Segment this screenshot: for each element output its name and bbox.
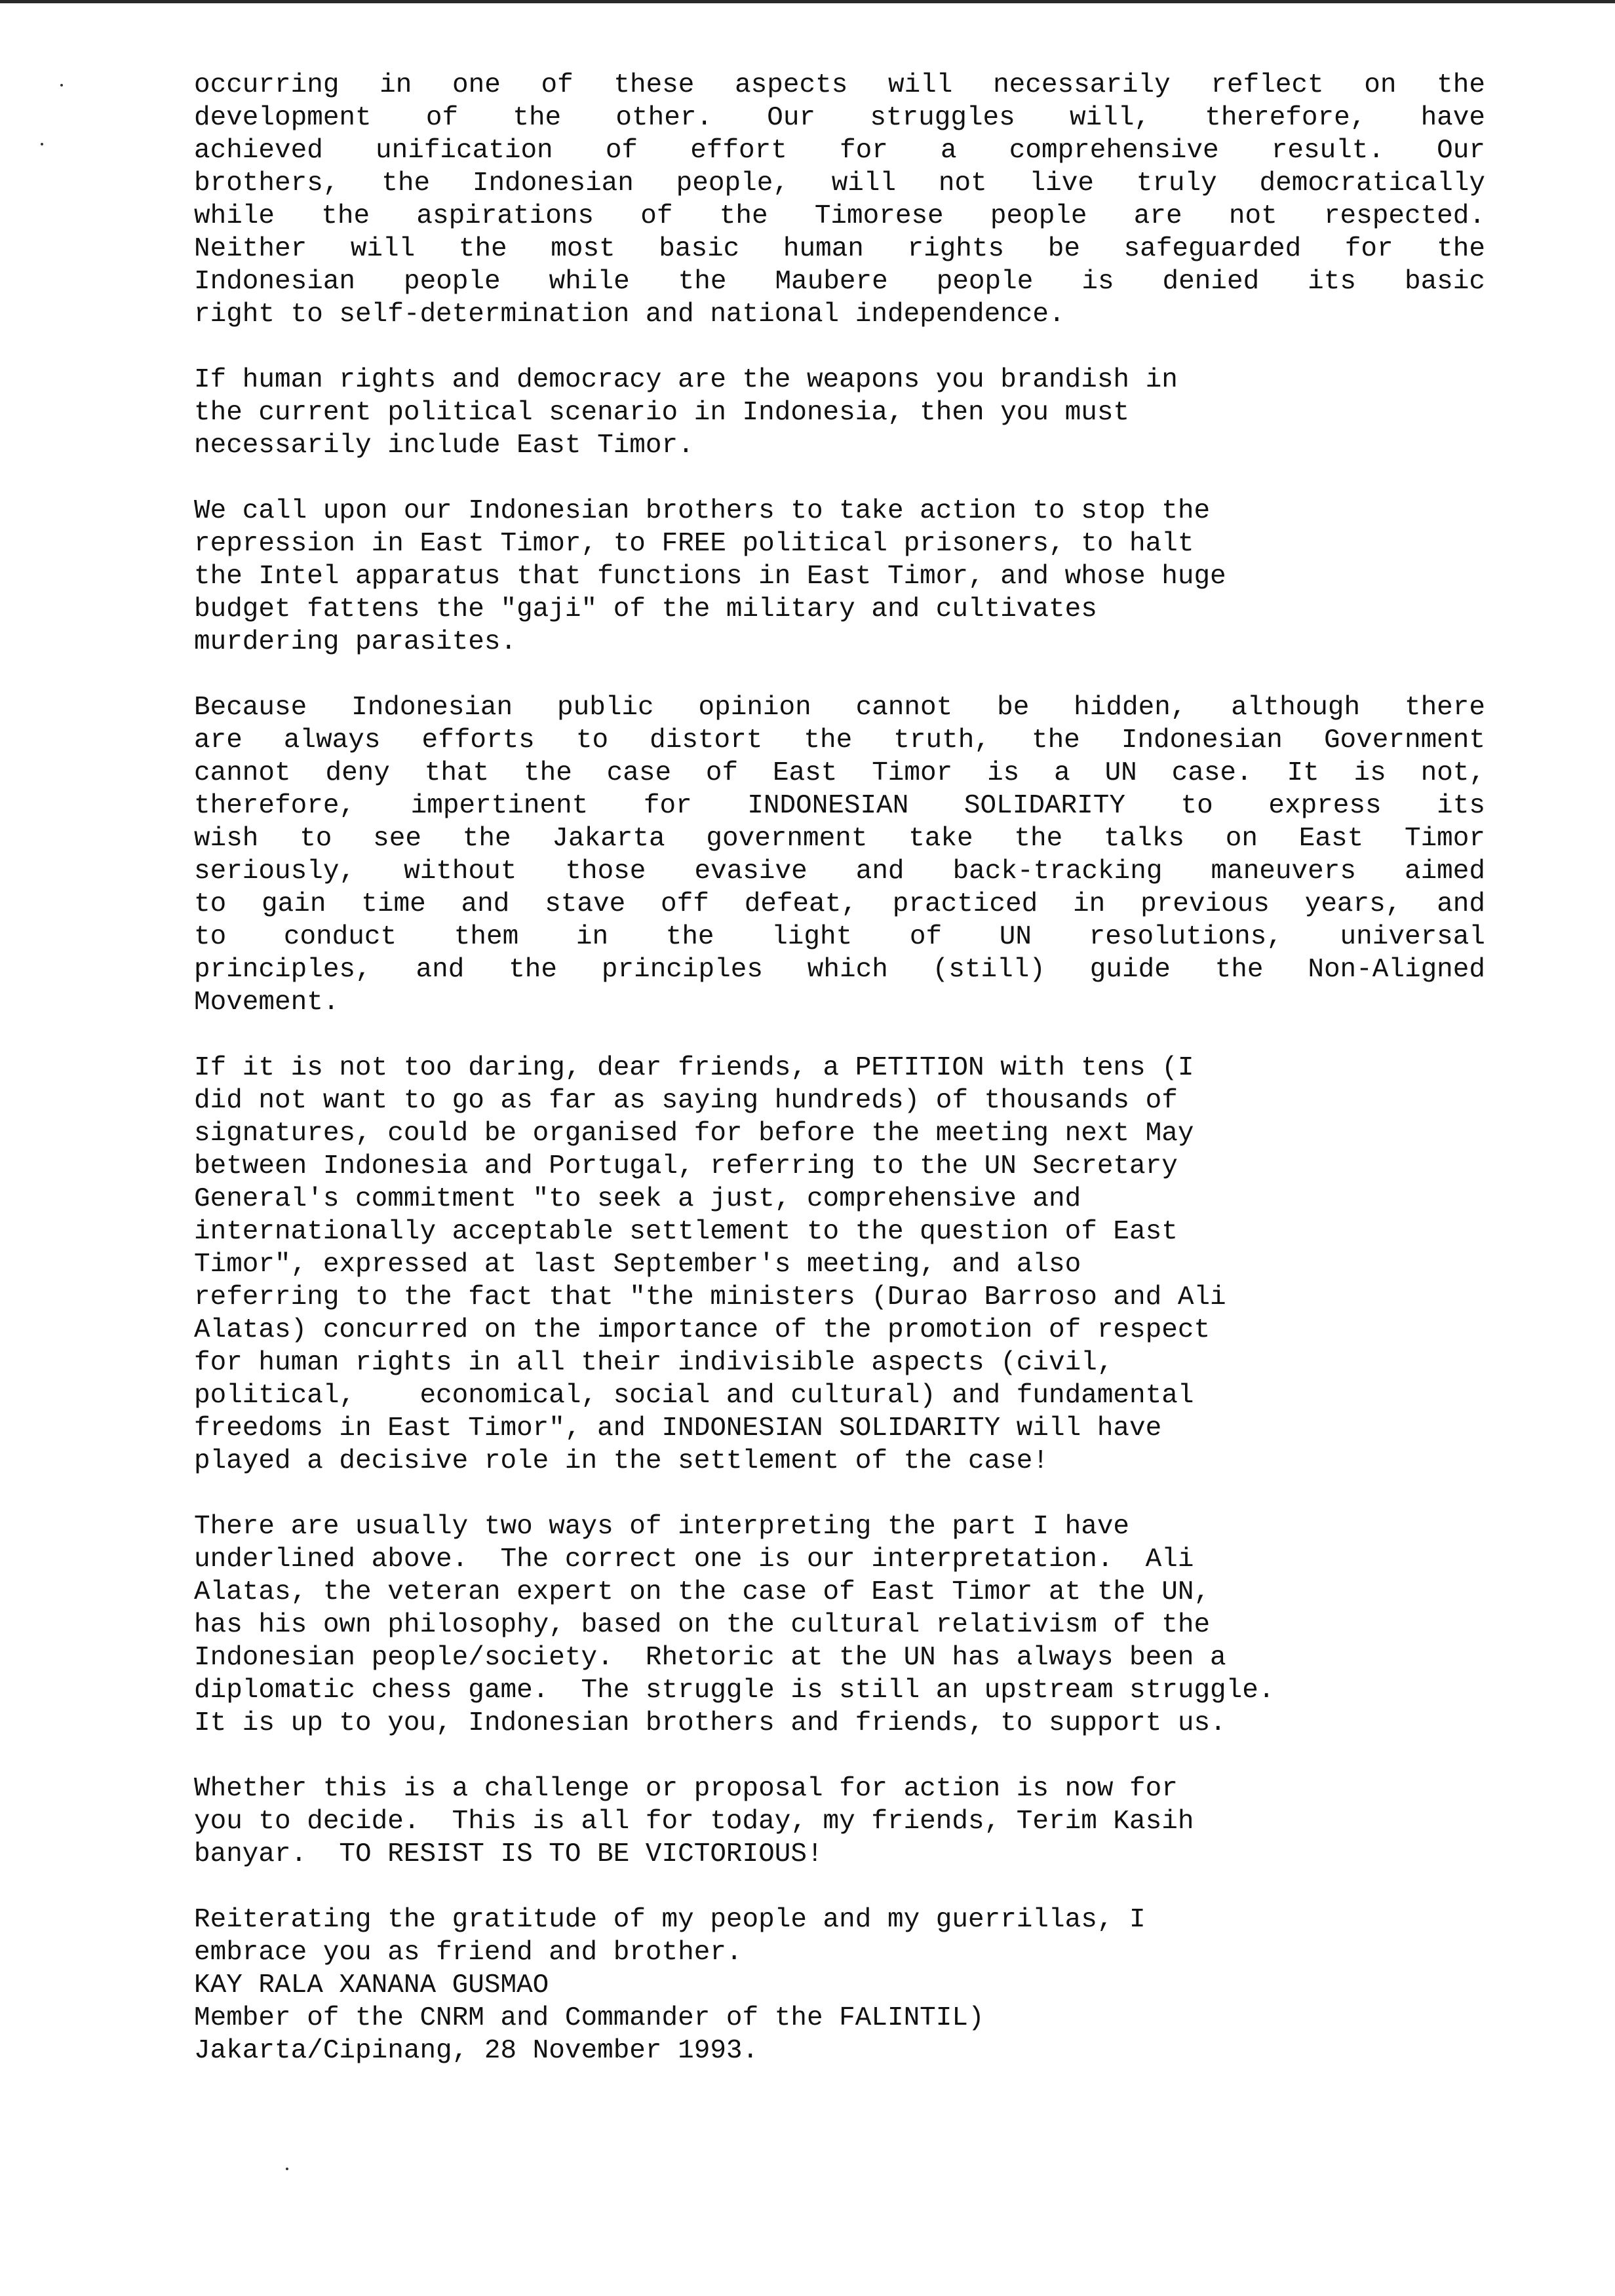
paragraph-3 bbox=[194, 495, 1485, 659]
text-line: murdering parasites. bbox=[194, 627, 517, 657]
text-line: the current political scenario in Indonesia, then you must bbox=[194, 398, 1130, 428]
text-line: budget fattens the "gaji" of the military and cultivates bbox=[194, 594, 1097, 624]
top-scan-edge bbox=[0, 0, 1615, 3]
scan-speck bbox=[41, 143, 43, 145]
text-line: to gain time and stave off defeat, practiced in previous years, and bbox=[194, 889, 1485, 919]
text-line: development of the other. Our struggles will, therefore, have bbox=[194, 103, 1485, 133]
text-line: internationally acceptable settlement to the question of East bbox=[194, 1217, 1178, 1247]
text-line: Whether this is a challenge or proposal for action is now for bbox=[194, 1774, 1178, 1804]
place-and-date: Jakarta/Cipinang, 28 November 1993. bbox=[194, 2036, 759, 2066]
text-line: between Indonesia and Portugal, referring to the UN Secretary bbox=[194, 1151, 1178, 1181]
text-line: We call upon our Indonesian brothers to take action to stop the bbox=[194, 496, 1211, 526]
text-line: Movement. bbox=[194, 987, 340, 1018]
text-line: Indonesian people/society. Rhetoric at the UN has always been a bbox=[194, 1643, 1226, 1673]
text-line: If it is not too daring, dear friends, a PETITION with tens (I bbox=[194, 1053, 1194, 1083]
closing-line: Reiterating the gratitude of my people and my guerrillas, I bbox=[194, 1905, 1146, 1935]
text-line: Because Indonesian public opinion cannot be hidden, although there bbox=[194, 693, 1485, 723]
paragraph-6 bbox=[194, 1510, 1485, 1740]
text-line: Indonesian people while the Maubere people is denied its basic bbox=[194, 267, 1485, 297]
paragraph-5 bbox=[194, 1052, 1485, 1478]
text-line: If human rights and democracy are the weapons you brandish in bbox=[194, 365, 1178, 395]
signatory-title: Member of the CNRM and Commander of the FALINTIL) bbox=[194, 2003, 984, 2033]
text-line: principles, and the principles which (still) guide the Non-Aligned bbox=[194, 955, 1485, 985]
text-line: seriously, without those evasive and back-tracking maneuvers aimed bbox=[194, 856, 1485, 887]
text-line: are always efforts to distort the truth, the Indonesian Government bbox=[194, 725, 1485, 756]
text-line: while the aspirations of the Timorese people are not respected. bbox=[194, 201, 1485, 231]
text-line: for human rights in all their indivisible aspects (civil, bbox=[194, 1348, 1114, 1378]
text-line: therefore, impertinent for INDONESIAN SOLIDARITY to express its bbox=[194, 791, 1485, 821]
text-line: right to self-determination and national independence. bbox=[194, 299, 1065, 330]
text-line: cannot deny that the case of East Timor is a UN case. It is not, bbox=[194, 758, 1485, 788]
text-line: It is up to you, Indonesian brothers and friends, to support us. bbox=[194, 1708, 1226, 1738]
paragraph-2 bbox=[194, 364, 1485, 462]
paragraph-1 bbox=[194, 69, 1485, 331]
text-line: Alatas) concurred on the importance of the promotion of respect bbox=[194, 1315, 1211, 1345]
text-line: has his own philosophy, based on the cultural relativism of the bbox=[194, 1610, 1211, 1640]
text-line: General's commitment "to seek a just, comprehensive and bbox=[194, 1184, 1081, 1214]
text-line: diplomatic chess game. The struggle is still an upstream struggle. bbox=[194, 1675, 1275, 1706]
text-line: brothers, the Indonesian people, will not live truly democratically bbox=[194, 168, 1485, 199]
text-line: signatures, could be organised for before the meeting next May bbox=[194, 1119, 1194, 1149]
signatory-name: KAY RALA XANANA GUSMAO bbox=[194, 1970, 549, 2000]
text-line: occurring in one of these aspects will necessarily reflect on the bbox=[194, 70, 1485, 100]
text-line: There are usually two ways of interpreting the part I have bbox=[194, 1512, 1130, 1542]
text-line: referring to the fact that "the ministers (Durao Barroso and Ali bbox=[194, 1282, 1226, 1312]
scan-speck bbox=[60, 84, 63, 86]
scan-speck bbox=[286, 2168, 288, 2170]
text-line: to conduct them in the light of UN resolutions, universal bbox=[194, 922, 1485, 952]
closing-line: embrace you as friend and brother. bbox=[194, 1938, 743, 1968]
text-line: wish to see the Jakarta government take the talks on East Timor bbox=[194, 824, 1485, 854]
text-line: freedoms in East Timor", and INDONESIAN SOLIDARITY will have bbox=[194, 1413, 1162, 1444]
text-line: Alatas, the veteran expert on the case of East Timor at the UN, bbox=[194, 1577, 1211, 1607]
text-line: underlined above. The correct one is our interpretation. Ali bbox=[194, 1544, 1194, 1575]
closing-and-signature bbox=[194, 1904, 1485, 2067]
text-line: banyar. TO RESIST IS TO BE VICTORIOUS! bbox=[194, 1839, 823, 1869]
text-line: played a decisive role in the settlement of the case! bbox=[194, 1446, 1049, 1476]
letter-body bbox=[194, 69, 1485, 2067]
paragraph-4 bbox=[194, 691, 1485, 1019]
paragraph-7 bbox=[194, 1772, 1485, 1871]
text-line: political, economical, social and cultural) and fundamental bbox=[194, 1381, 1194, 1411]
text-line: the Intel apparatus that functions in East Timor, and whose huge bbox=[194, 562, 1226, 592]
text-line: Timor", expressed at last September's meeting, and also bbox=[194, 1250, 1081, 1280]
text-line: Neither will the most basic human rights be safeguarded for the bbox=[194, 234, 1485, 264]
text-line: achieved unification of effort for a comprehensive result. Our bbox=[194, 136, 1485, 166]
text-line: repression in East Timor, to FREE political prisoners, to halt bbox=[194, 529, 1194, 559]
text-line: you to decide. This is all for today, my friends, Terim Kasih bbox=[194, 1807, 1194, 1837]
text-line: did not want to go as far as saying hundreds) of thousands of bbox=[194, 1086, 1178, 1116]
text-line: necessarily include East Timor. bbox=[194, 430, 694, 461]
